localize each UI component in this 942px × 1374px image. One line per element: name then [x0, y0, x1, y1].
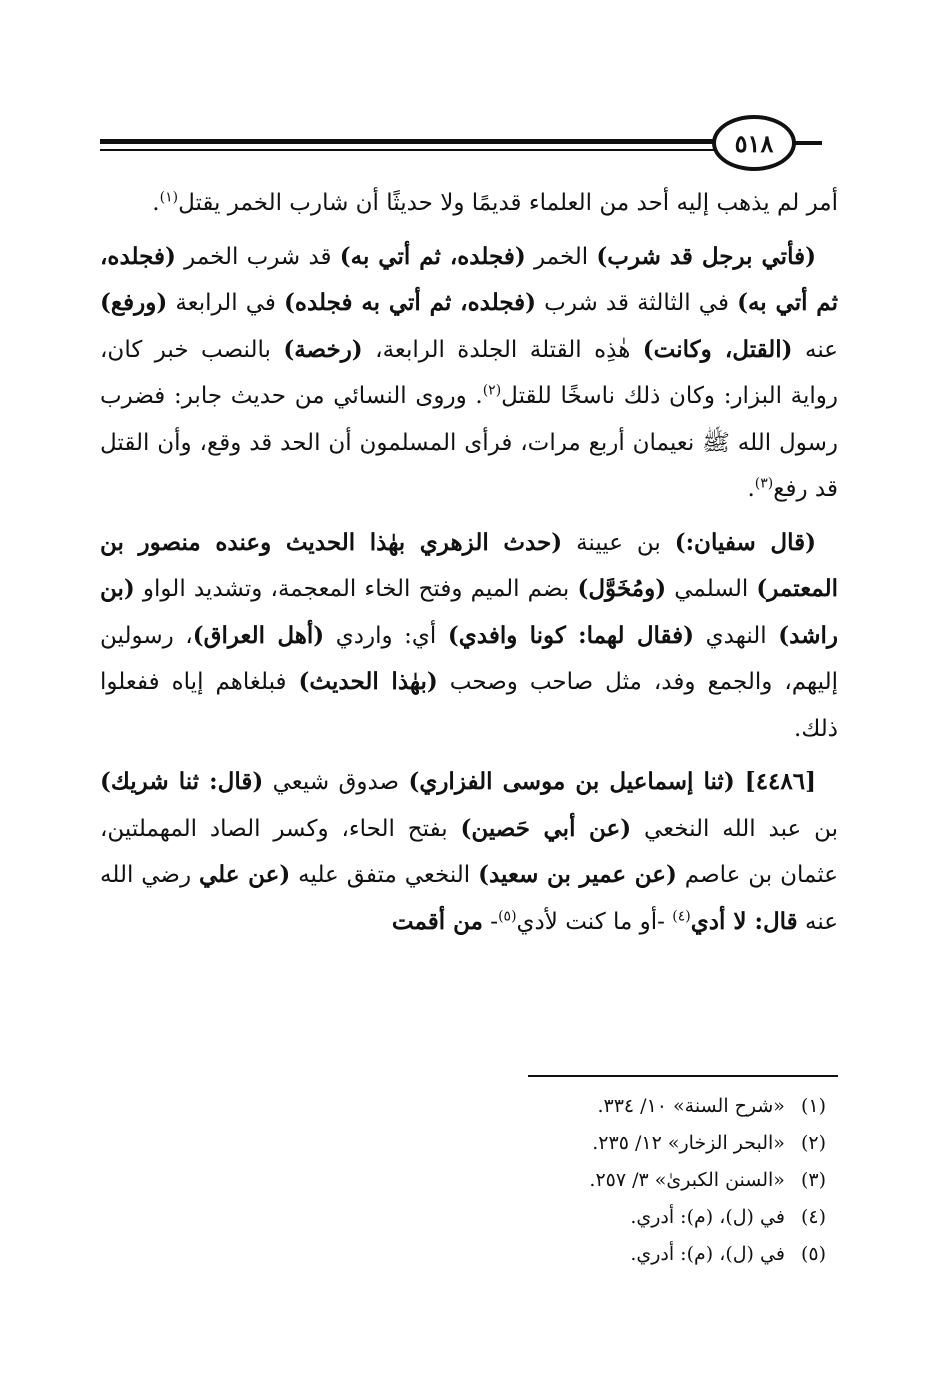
bold-quote: (أهل العراق) — [192, 621, 325, 649]
commentary-text: النخعي متفق عليه — [290, 862, 479, 888]
footnote-ref: (٤) — [672, 907, 691, 924]
commentary-text: بضم الميم وفتح الخاء المعجمة، وتشديد الواو — [134, 576, 578, 602]
footnote-number: (٣) — [800, 1169, 826, 1191]
bold-quote: (رخصة) — [283, 335, 363, 363]
paragraph — [100, 759, 838, 945]
commentary-text: فبلغاهم إياه ففعلوا ذلك. — [100, 669, 838, 742]
bold-quote: (حدث الزهري بهٰذا الحديث وعنده منصور بن المعتمر) — [100, 528, 838, 602]
commentary-text: بن عبد الله النخعي — [631, 815, 838, 842]
footnote-separator — [528, 1075, 838, 1077]
commentary-text: الخمر — [525, 243, 597, 270]
header-rule-thick — [100, 139, 722, 144]
bold-quote: [٤٤٨٦] (ثنا إسماعيل بن موسى الفزاري) — [408, 768, 816, 795]
footnote-text: في (ل)، (م): أدري. — [630, 1243, 785, 1265]
commentary-text: ، رسولين إليهم، والجمع وفد، مثل صاحب وصحب — [100, 622, 838, 695]
footnote-ref: (٢) — [482, 382, 502, 399]
bold-quote: (عن علي — [199, 861, 291, 888]
footnote-item — [100, 1162, 826, 1199]
commentary-text: النهدي — [694, 622, 779, 649]
commentary-text: بن عيينة — [562, 529, 675, 556]
footnote-number: (٥) — [800, 1243, 826, 1265]
footnote-ref: (٥) — [498, 907, 517, 924]
commentary-text: السلمي — [666, 576, 757, 602]
footnote-ref: (١) — [159, 189, 179, 206]
bold-quote: (فجلده، ثم أتي به) — [100, 242, 839, 316]
bold-quote: (القتل، وكانت) — [642, 335, 793, 363]
bold-quote: من أقمت — [391, 907, 483, 935]
page-number: ٥١٨ — [734, 128, 774, 158]
commentary-text: في الرابعة — [167, 290, 285, 316]
footnote-text: «البحر الزخار» ١٢/ ٢٣٥. — [592, 1132, 785, 1154]
paragraph — [100, 234, 838, 513]
footnote-text: «السنن الكبرىٰ» ٣/ ٢٥٧. — [589, 1169, 785, 1191]
header-rule-right — [792, 141, 822, 145]
commentary-text: . وروى النسائي من حديث جابر: فضرب رسول الله ﷺ نعيمان أربع مرات، فرأى المسلمون أن الحد قد وقع، وأن القتل قد رفع — [100, 383, 838, 502]
commentary-text: أي: واردي — [324, 622, 448, 649]
bold-quote: (عن أبي حَصين) — [460, 814, 632, 842]
commentary-text: صدوق شيعي — [263, 769, 409, 795]
bold-quote: (فجلده، ثم أتي به) — [339, 242, 526, 270]
bold-quote: (فجلده، ثم أتي به فجلده) — [284, 289, 537, 316]
commentary-text: عنه — [792, 336, 838, 363]
bold-quote: (بهٰذا الحديث) — [298, 668, 438, 695]
commentary-text: في الثالثة قد شرب — [536, 290, 738, 316]
commentary-text: بفتح الحاء، وكسر الصاد المهملتين، عثمان بن عاصم — [100, 815, 838, 888]
footnote-ref: (٣) — [754, 475, 774, 492]
bold-quote: (بن راشد) — [100, 575, 838, 649]
footnote-item — [100, 1236, 826, 1273]
bold-quote: (ومُخَوَّل) — [577, 575, 667, 602]
page-header — [100, 115, 822, 175]
commentary-text: أمر لم يذهب إليه أحد من العلماء قديمًا ولا حديثًا أن شارب الخمر يقتل — [178, 190, 838, 216]
commentary-text: بالنصب خبر كان، رواية البزار: وكان ذلك ناسخًا للقتل — [100, 336, 839, 409]
paragraph — [100, 520, 838, 753]
paragraph — [100, 180, 838, 227]
page-number-badge — [712, 115, 796, 171]
commentary-text: قد شرب الخمر — [175, 243, 340, 270]
bold-quote: قال: لا أدي — [690, 907, 798, 935]
commentary-text: رضي الله عنه — [100, 862, 838, 935]
bold-quote: (فأتي برجل قد شرب) — [596, 242, 816, 270]
commentary-text: - — [482, 908, 499, 935]
bold-quote: (فقال لهما: كونا وافدي) — [447, 621, 695, 649]
footnote-number: (٢) — [800, 1132, 826, 1154]
header-rule-thin — [100, 149, 722, 151]
footnotes — [100, 1088, 838, 1273]
footnote-text: «شرح السنة» ١٠/ ٣٣٤. — [597, 1095, 785, 1117]
footnote-text: في (ل)، (م): أدري. — [630, 1206, 785, 1228]
footnote-item — [100, 1088, 826, 1125]
bold-quote: (ورفع) — [100, 289, 168, 316]
footnote-number: (١) — [800, 1095, 826, 1117]
footnote-number: (٤) — [800, 1206, 826, 1228]
footnote-item — [100, 1199, 826, 1236]
main-text — [100, 180, 838, 952]
bold-quote: (قال: ثنا شريك) — [100, 768, 264, 795]
footnote-item — [100, 1125, 826, 1162]
commentary-text: . — [152, 190, 160, 216]
bold-quote: (عن عمير بن سعيد) — [478, 861, 677, 888]
commentary-text: هٰذِه القتلة الجلدة الرابعة، — [362, 336, 643, 363]
commentary-text: -أو ما كنت لأدي — [516, 908, 673, 935]
commentary-text: . — [747, 476, 755, 502]
bold-quote: (قال سفيان:) — [674, 528, 817, 556]
